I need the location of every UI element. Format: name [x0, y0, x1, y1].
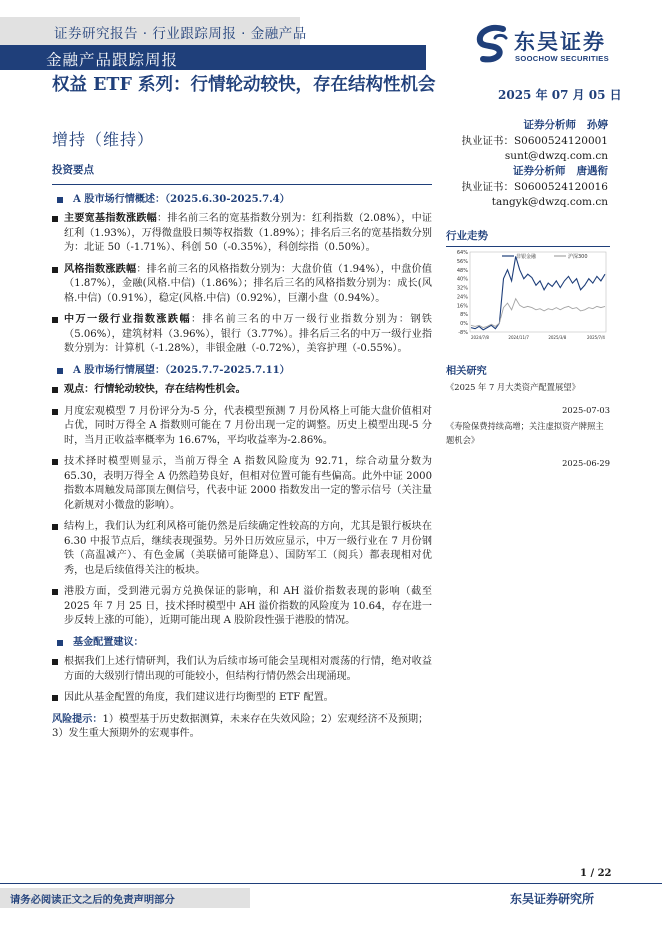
divider: [52, 184, 432, 185]
analyst-2-license: 执业证书：S0600524120016: [461, 180, 608, 193]
outlook-item: 月度宏观模型 7 月份评分为-5 分，代表模型预测 7 月份风格上可能大盘价值相对占优，同时万得全 A 指数则可能在 7 月份出现一定的调整。历史上模型出现-5 分时，当月正收益率概率为 16.67%，平均收益率为-2.86%。: [52, 405, 432, 449]
square-bullet-icon: [52, 459, 58, 465]
outlook-item: 技术择时模型则显示，当前万得全 A 指数风险度为 92.71，综合动量分数为 65.30，表明万得全 A 仍然趋势良好，但相对位置可能有些偏高。此外中证 2000 指数本周触发局部顶左侧信号，代表中证 2000 指数发出一定的警示信号（关注量化新规对小微盘的影响）。: [52, 455, 432, 513]
outlook-view: 观点：行情轮动较快，存在结构性机会。: [52, 383, 432, 398]
analyst-1: [461, 118, 608, 165]
investment-section: [52, 163, 432, 742]
report-category: 证券研究报告 · 行业跟踪周报 · 金融产品: [54, 26, 307, 42]
outlook-title: A 股市场行情展望：（2025.7.7-2025.7.11）: [52, 364, 432, 379]
config-title: 基金配置建议：: [52, 636, 432, 651]
y-tick-label: 64%: [456, 250, 468, 256]
analyst-1-email[interactable]: sunt@dwzq.com.cn: [504, 150, 608, 162]
square-bullet-icon: [57, 368, 63, 374]
page-number: 1 / 22: [580, 868, 612, 879]
square-bullet-icon: [52, 267, 58, 273]
related-item-date: 2025-07-03: [562, 405, 610, 415]
review-item: 风格指数涨跌幅：排名前三名的风格指数分别为：大盘价值（1.94%），中盘价值（1.87%），金融(风格.中信)（1.86%）；排名后三名的风格指数分别为：成长(风格.中信)（0.91%），稳定(风格.中信)（0.92%），巨潮小盘（0.94%）。: [52, 263, 432, 307]
report-subcategory-bar: [0, 45, 426, 70]
related-heading: 相关研究: [446, 365, 487, 377]
x-tick-label: 2024/11/7: [508, 335, 529, 340]
investment-heading: 投资要点: [52, 164, 94, 176]
analyst-2-role: 证券分析师: [513, 165, 566, 177]
square-bullet-icon: [52, 524, 58, 530]
report-category-bar: [0, 17, 307, 45]
analyst-1-license: 执业证书：S0600524120001: [461, 134, 608, 147]
square-bullet-icon: [57, 197, 63, 203]
brand-name-cn: 东吴证券: [514, 30, 606, 54]
disclaimer-bar: [0, 888, 250, 908]
config-item: 因此从基金配置的角度，我们建议进行均衡型的 ETF 配置。: [52, 691, 432, 706]
analyst-2-email[interactable]: tangyk@dwzq.com.cn: [491, 196, 608, 208]
risk-warning: 风险提示：1）模型基于历史数据测算，未来存在失效风险；2）宏观经济不及预期；3）发生重大预期外的宏观事件。: [52, 713, 429, 739]
disclaimer-note: 请务必阅读正文之后的免责声明部分: [10, 894, 175, 906]
related-item-date: 2025-06-29: [562, 458, 610, 468]
x-tick-label: 2025/7/4: [587, 335, 605, 340]
square-bullet-icon: [52, 409, 58, 415]
review-item: 主要宽基指数涨跌幅：排名前三名的宽基指数分别为：红利指数（2.08%），中证红利（1.93%），万得微盘股日频等权指数（1.89%）；排名后三名的宽基指数分别为：北证 50（-1.71%）、科创 50（-0.35%），科创综指（0.50%）。: [52, 212, 432, 256]
square-bullet-icon: [52, 589, 58, 595]
brand-logo: [473, 22, 623, 72]
report-subcategory: 金融产品跟踪周报: [46, 51, 179, 69]
y-tick-label: 56%: [456, 258, 468, 265]
related-section: [446, 364, 610, 472]
analyst-1-role: 证券分析师: [523, 119, 577, 131]
review-title: A 股市场行情概述：（2025.6.30-2025.7.4）: [52, 193, 432, 208]
series-line: [471, 256, 605, 329]
legend-label: 沪深300: [568, 254, 588, 260]
plot-frame: [470, 252, 606, 332]
square-bullet-icon: [52, 695, 58, 701]
y-tick-label: 24%: [456, 294, 468, 301]
square-bullet-icon: [57, 640, 63, 646]
related-item-title[interactable]: 《2025 年 7 月大类资产配置展望》: [446, 382, 580, 392]
series-line: [471, 299, 605, 328]
analyst-2-title: [461, 164, 608, 180]
report-title: 权益 ETF 系列：行情轮动较快，存在结构性机会: [52, 75, 436, 95]
square-bullet-icon: [52, 387, 58, 393]
legend-label: 非银金融: [516, 254, 537, 260]
review-item: 中万一级行业指数涨跌幅：排名前三名的中万一级行业指数分别为：钢铁（5.06%），建筑材料（3.96%），银行（3.77%）。排名后三名的中万一级行业指数分别为：计算机（-1.28%），非银金融（-0.72%），美容护理（-0.55%）。: [52, 313, 432, 357]
y-tick-label: 40%: [456, 276, 468, 283]
report-date: 2025 年 07 月 05 日: [498, 88, 622, 102]
config-item: 根据我们上述行情研判，我们认为后续市场可能会呈现相对震荡的行情，绝对收益方面的大级别行情出现的可能较小，但结构行情仍然会出现涌现。: [52, 655, 432, 684]
square-bullet-icon: [52, 317, 58, 323]
analyst-1-title: [461, 118, 608, 134]
y-tick-label: 32%: [456, 285, 468, 292]
trend-chart: [446, 246, 610, 346]
y-tick-label: 48%: [456, 267, 468, 274]
related-item-title[interactable]: 《寿险保费持续高增；关注虚拟资产牌照主题机会》: [446, 421, 604, 445]
brand-mark-icon: [473, 24, 511, 64]
square-bullet-icon: [52, 216, 58, 222]
rating: 增持（维持）: [52, 130, 155, 149]
y-tick-label: -8%: [458, 330, 468, 336]
y-tick-label: 16%: [456, 303, 468, 310]
square-bullet-icon: [52, 659, 58, 665]
brand-name-en: SOOCHOW SECURITIES: [515, 54, 609, 63]
y-tick-label: 0%: [460, 321, 468, 328]
outlook-item: 结构上，我们认为红利风格可能仍然是后续确定性较高的方向，尤其是银行板块在 6.30 中报节点后，继续表现强势。另外日历效应显示，中万一级行业在 7 月份钢铁（高温减产）、有色金属（美联储可能降息）、国防军工（阅兵）都表现相对优秀，也是后续值得关注的板块。: [52, 520, 432, 578]
analyst-1-name: 孙婷: [587, 119, 608, 131]
x-tick-label: 2025/3/8: [548, 335, 567, 340]
institute-name: 东吴证券研究所: [510, 892, 595, 906]
analyst-2-name: 唐遇衔: [576, 165, 608, 177]
y-tick-label: 8%: [460, 312, 468, 319]
outlook-item: 港股方面，受到港元弱方兑换保证的影响，和 AH 溢价指数表现的影响（截至 2025 年 7 月 25 日，技术择时模型中 AH 溢价指数的风险度为 10.64，存在进一步反转上涨的可能），近期可能出现 A 股阶段性强于港股的情况。: [52, 585, 432, 629]
x-tick-label: 2024/7/8: [471, 335, 489, 340]
footer-divider: [0, 883, 662, 884]
analyst-2: [461, 164, 608, 211]
trend-heading: 行业走势: [446, 228, 610, 247]
